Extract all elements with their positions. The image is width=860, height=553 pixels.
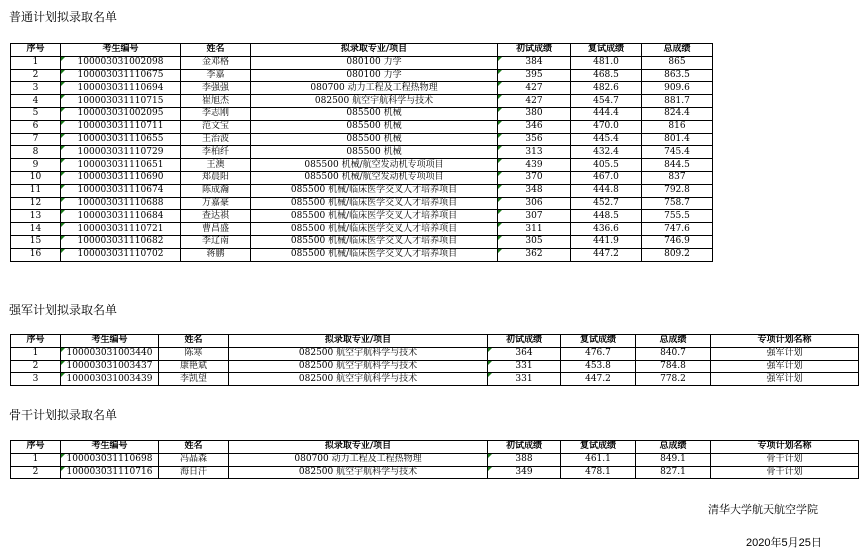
column-header: 初试成绩 [488,335,561,348]
table-cell: 范文宝 [181,120,251,133]
table-cell: 085500 机械/临床医学交叉人才培养项目 [251,184,498,197]
table-cell: 388 [488,453,561,466]
column-header: 复试成绩 [561,335,636,348]
table-cell: 2 [11,466,61,479]
table-cell: 824.4 [642,107,713,120]
table-cell: 085500 机械/临床医学交叉人才培养项目 [251,235,498,248]
table-cell: 384 [498,56,571,69]
table-cell: 100003031003440 [61,347,159,360]
table-cell: 10 [11,171,61,184]
table-cell: 432.4 [571,146,642,159]
table-cell: 395 [498,69,571,82]
table-row [11,69,713,82]
column-header: 总成绩 [642,44,713,57]
table-cell: 100003031003437 [61,360,159,373]
table-cell: 306 [498,197,571,210]
section-title-backbone: 骨干计划拟录取名单 [9,408,118,422]
table-cell: 万嘉豪 [181,197,251,210]
table-cell: 骨干计划 [711,466,859,479]
table-cell: 3 [11,373,61,386]
table-cell: 085500 机械 [251,107,498,120]
column-header: 考生编号 [61,44,181,57]
table-row [11,171,713,184]
column-header: 总成绩 [636,441,711,454]
regular-admission-table [10,43,713,262]
table-cell: 崔旭杰 [181,95,251,108]
table-header-row [11,335,859,348]
table-row [11,235,713,248]
section-title-military: 强军计划拟录取名单 [9,303,118,317]
table-cell: 080100 力学 [251,69,498,82]
table-cell: 080100 力学 [251,56,498,69]
table-cell: 强军计划 [711,360,859,373]
table-cell: 100003031110729 [61,146,181,159]
table-row [11,120,713,133]
table-cell: 454.7 [571,95,642,108]
table-cell: 100003031110651 [61,159,181,172]
table-row [11,453,859,466]
table-cell: 1 [11,56,61,69]
table-row [11,133,713,146]
table-cell: 778.2 [636,373,711,386]
table-cell: 蒋鹏 [181,248,251,261]
table-cell: 13 [11,210,61,223]
table-cell: 100003031110715 [61,95,181,108]
table-cell: 3 [11,82,61,95]
table-cell: 863.5 [642,69,713,82]
table-cell: 468.5 [571,69,642,82]
table-cell: 100003031003439 [61,373,159,386]
column-header: 姓名 [181,44,251,57]
table-cell: 100003031110655 [61,133,181,146]
table-cell: 082500 航空宇航科学与技术 [229,360,488,373]
table-cell: 8 [11,146,61,159]
column-header: 总成绩 [636,335,711,348]
table-row [11,360,859,373]
table-cell: 445.4 [571,133,642,146]
table-cell: 476.7 [561,347,636,360]
table-cell: 346 [498,120,571,133]
table-cell: 849.1 [636,453,711,466]
table-cell: 李柏纤 [181,146,251,159]
table-cell: 331 [488,373,561,386]
table-cell: 1 [11,453,61,466]
table-cell: 909.6 [642,82,713,95]
column-header: 序号 [11,44,61,57]
table-cell: 362 [498,248,571,261]
table-cell: 100003031110682 [61,235,181,248]
table-cell: 100003031110702 [61,248,181,261]
table-cell: 356 [498,133,571,146]
table-cell: 9 [11,159,61,172]
table-cell: 307 [498,210,571,223]
table-cell: 470.0 [571,120,642,133]
table-cell: 冯晶森 [159,453,229,466]
table-cell: 080700 动力工程及工程热物理 [251,82,498,95]
table-cell: 405.5 [571,159,642,172]
table-row [11,82,713,95]
table-cell: 482.6 [571,82,642,95]
table-cell: 11 [11,184,61,197]
table-row [11,146,713,159]
table-cell: 467.0 [571,171,642,184]
table-cell: 15 [11,235,61,248]
table-row [11,248,713,261]
military-admission-table [10,334,859,386]
table-cell: 461.1 [561,453,636,466]
table-cell: 436.6 [571,223,642,236]
backbone-admission-table [10,440,859,479]
table-cell: 364 [488,347,561,360]
table-cell: 100003031110675 [61,69,181,82]
table-cell: 305 [498,235,571,248]
table-cell: 816 [642,120,713,133]
column-header: 复试成绩 [561,441,636,454]
table-cell: 784.8 [636,360,711,373]
table-cell: 085500 机械 [251,120,498,133]
table-cell: 14 [11,223,61,236]
table-cell: 746.9 [642,235,713,248]
column-header: 考生编号 [61,335,159,348]
table-cell: 100003031110698 [61,453,159,466]
table-cell: 2 [11,360,61,373]
table-cell: 085500 机械 [251,146,498,159]
table-cell: 801.4 [642,133,713,146]
column-header: 拟录取专业/项目 [251,44,498,57]
table-cell: 100003031110721 [61,223,181,236]
table-row [11,159,713,172]
table-cell: 837 [642,171,713,184]
table-cell: 085500 机械/航空发动机专项项目 [251,171,498,184]
table-cell: 100003031110684 [61,210,181,223]
table-cell: 380 [498,107,571,120]
table-cell: 陈成瀚 [181,184,251,197]
table-cell: 085500 机械/临床医学交叉人才培养项目 [251,248,498,261]
table-cell: 758.7 [642,197,713,210]
table-cell: 840.7 [636,347,711,360]
table-cell: 085500 机械/临床医学交叉人才培养项目 [251,223,498,236]
table-cell: 王治波 [181,133,251,146]
table-row [11,466,859,479]
table-cell: 085500 机械/航空发动机专项项目 [251,159,498,172]
table-cell: 348 [498,184,571,197]
column-header: 初试成绩 [488,441,561,454]
table-cell: 海日汗 [159,466,229,479]
table-cell: 李嘉 [181,69,251,82]
column-header: 考生编号 [61,441,159,454]
table-cell: 4 [11,95,61,108]
table-cell: 100003031110688 [61,197,181,210]
table-cell: 曹昌盛 [181,223,251,236]
table-cell: 427 [498,82,571,95]
table-cell: 100003031110716 [61,466,159,479]
table-cell: 085500 机械/临床医学交叉人才培养项目 [251,197,498,210]
table-cell: 448.5 [571,210,642,223]
table-cell: 452.7 [571,197,642,210]
table-cell: 陈寒 [159,347,229,360]
table-cell: 747.6 [642,223,713,236]
table-cell: 郑晨阳 [181,171,251,184]
table-cell: 755.5 [642,210,713,223]
table-cell: 2 [11,69,61,82]
table-cell: 强军计划 [711,347,859,360]
table-cell: 085500 机械/临床医学交叉人才培养项目 [251,210,498,223]
column-header: 姓名 [159,441,229,454]
table-cell: 李凯望 [159,373,229,386]
column-header: 拟录取专业/项目 [229,441,488,454]
table-cell: 447.2 [561,373,636,386]
table-row [11,95,713,108]
table-cell: 447.2 [571,248,642,261]
table-cell: 100003031110694 [61,82,181,95]
table-cell: 李辽南 [181,235,251,248]
table-cell: 827.1 [636,466,711,479]
column-header: 序号 [11,335,61,348]
table-cell: 082500 航空宇航科学与技术 [251,95,498,108]
table-cell: 100003031110690 [61,171,181,184]
column-header: 拟录取专业/项目 [229,335,488,348]
table-cell: 082500 航空宇航科学与技术 [229,347,488,360]
section-title-regular: 普通计划拟录取名单 [9,10,118,24]
table-cell: 311 [498,223,571,236]
table-cell: 313 [498,146,571,159]
table-row [11,210,713,223]
table-cell: 809.2 [642,248,713,261]
table-cell: 7 [11,133,61,146]
table-cell: 100003031110711 [61,120,181,133]
footer-org: 清华大学航天航空学院 [708,504,818,516]
table-cell: 王澳 [181,159,251,172]
table-row [11,373,859,386]
table-row [11,107,713,120]
table-cell: 478.1 [561,466,636,479]
table-cell: 强军计划 [711,373,859,386]
table-cell: 349 [488,466,561,479]
column-header: 姓名 [159,335,229,348]
table-cell: 骨干计划 [711,453,859,466]
table-header-row [11,441,859,454]
column-header: 专项计划名称 [711,441,859,454]
table-cell: 844.5 [642,159,713,172]
footer-date: 2020年5月25日 [746,537,822,549]
table-row [11,347,859,360]
table-cell: 100003031110674 [61,184,181,197]
table-cell: 444.8 [571,184,642,197]
table-cell: 082500 航空宇航科学与技术 [229,373,488,386]
table-cell: 453.8 [561,360,636,373]
table-cell: 100003031002095 [61,107,181,120]
table-cell: 金邓格 [181,56,251,69]
table-cell: 745.4 [642,146,713,159]
column-header: 序号 [11,441,61,454]
table-cell: 李志刚 [181,107,251,120]
table-row [11,56,713,69]
table-cell: 李强强 [181,82,251,95]
table-cell: 481.0 [571,56,642,69]
column-header: 复试成绩 [571,44,642,57]
table-cell: 080700 动力工程及工程热物理 [229,453,488,466]
table-header-row [11,44,713,57]
table-cell: 16 [11,248,61,261]
table-cell: 100003031002098 [61,56,181,69]
column-header: 专项计划名称 [711,335,859,348]
table-cell: 12 [11,197,61,210]
table-row [11,197,713,210]
table-cell: 370 [498,171,571,184]
table-cell: 441.9 [571,235,642,248]
table-cell: 865 [642,56,713,69]
table-cell: 1 [11,347,61,360]
table-cell: 082500 航空宇航科学与技术 [229,466,488,479]
table-row [11,184,713,197]
table-cell: 792.8 [642,184,713,197]
table-row [11,223,713,236]
table-cell: 6 [11,120,61,133]
table-cell: 085500 机械 [251,133,498,146]
table-cell: 5 [11,107,61,120]
table-cell: 331 [488,360,561,373]
table-cell: 427 [498,95,571,108]
table-cell: 439 [498,159,571,172]
table-cell: 444.4 [571,107,642,120]
table-cell: 查达祺 [181,210,251,223]
table-cell: 881.7 [642,95,713,108]
table-cell: 康艳斌 [159,360,229,373]
column-header: 初试成绩 [498,44,571,57]
